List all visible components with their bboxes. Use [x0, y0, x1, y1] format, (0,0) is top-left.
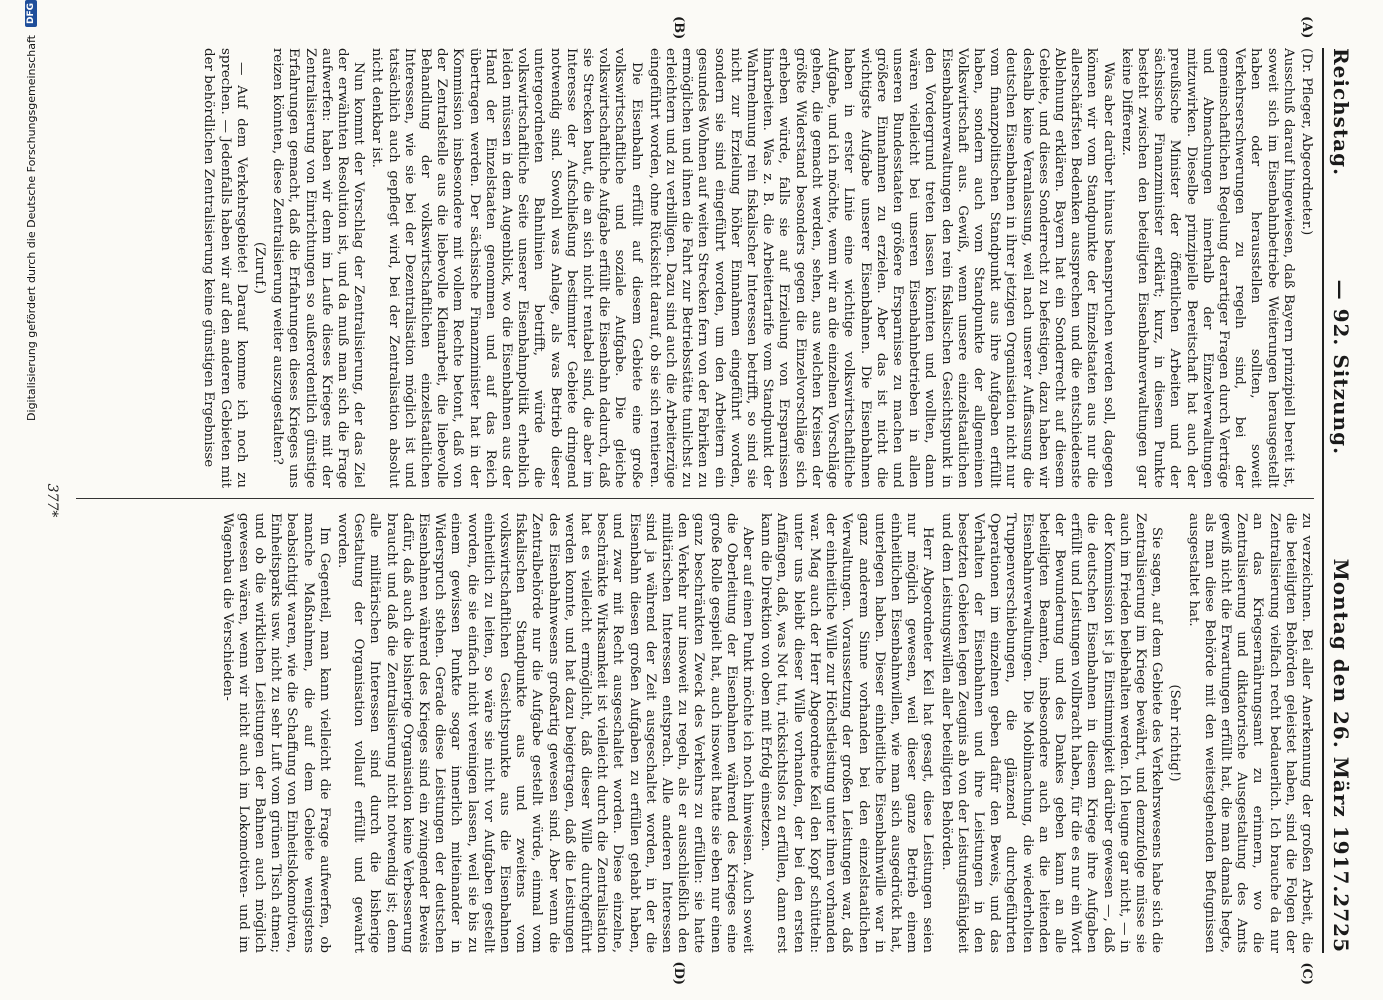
interjection: (Zuruf.) [252, 241, 267, 295]
header-session: — 92. Sitzung. [1329, 279, 1353, 456]
margin-mark-b: (B) [671, 16, 686, 40]
page-footer-number: 377* [44, 483, 60, 518]
column-divider [76, 498, 1314, 499]
margin-mark-a: (A) [1299, 16, 1314, 39]
header-date: Montag den 26. März 1917. [1329, 558, 1353, 894]
page-header [1328, 48, 1354, 953]
paragraph: Nun kommt der Vorschlag der Zentralisierung, der das Ziel der erwähnten Resolution ist, und da muß man sich die Frage aufwerfen: haben wir denn im Laufe dieses Krieges mit der Zentralisierung von Einrichtungen so außerordentlich günstige Erfahrungen gemacht, daß die Erfahrungen dieses Krieges uns reizen könnten, diese Zentralisierung weiter auszugestalten? [270, 48, 367, 488]
paragraph: Sie sagen, auf dem Gebiete des Verkehrswesens habe sich die Zentralisierung im Kriege bewährt, und demzufolge müsse sie auch im Frieden beibehalten werden. Ich leugne gar nicht, — in der Kommission ist ja Einstimmigkeit darüber gewesen —, daß die deutschen Eisenbahnen in diesem Kriege ihre Aufgaben erfüllt und Leistungen vollbracht haben, für die es nur ein Wort der Bewunderung und des Dankes geben kann an alle beteiligten Beamten, insbesondere auch an die leitenden Eisenbahnverwaltungen. Die Mobilmachung, die wiederholten Truppenverschiebungen, die glänzend durchgeführten Operationen im einzelnen geben dafür den Beweis, und das Verhalten der Eisenbahnen und ihre Leistungen in den besetzten Gebieten legen Zeugnis ab von der Leistungsfähigkeit und dem Leistungswillen aller beteiligten Behörden. [938, 513, 1165, 953]
credit-strip [4, 0, 38, 1000]
header-reichstag: Reichstag. [1329, 48, 1353, 177]
paragraph: — Auf dem Verkehrsgebiete! Darauf komme ich noch zu sprechen. — Jedenfalls haben wir auf den anderen Gebieten mit der behördlichen Zentralisierung keine günstigen Ergebnisse [201, 48, 249, 488]
credit-text: Digitalisierung gefördert durch die Deutsche Forschungsgemeinschaft [24, 35, 38, 421]
dfg-logo-icon: DFG [25, 0, 37, 27]
credit-line [22, 0, 40, 990]
paragraph: zu verzeichnen. Bei aller Anerkennung der großen Arbeit, die die beteiligten Behörden geleistet haben, sind die Folgen der Zentralisierung vielfach recht bedauerlich. Ich brauche da nur an das Kriegsernährungsamt zu erinnern, wo die Zentralisierung und diktatorische Ausgestaltung des Amts gewiß nicht die Erwartungen erfüllt hat, die man damals hegte, als man diese Behörde mit den weitestgehenden Befugnissen ausgestaltet hat. [1185, 513, 1314, 953]
header-rule [1322, 48, 1324, 953]
paragraph: Aber auf einen Punkt möchte ich noch hinweisen. Auch soweit die Oberleitung der Eisenbahnen während des Krieges eine große Rolle gespielt hat, auch insoweit hatte sie eben nur einen ganz beschränkten Zweck des Verkehrs zu erfüllen: sie hatte den Verkehr nur insoweit zu regeln, als er ausschließlich den militärischen Interessen entsprach. Alle anderen Interessen sind ja während der Zeit ausgeschaltet worden, in der die Eisenbahn diesen großen Aufgaben zu erfüllen gehabt haben, und zwar mit Recht ausgeschaltet worden. Diese einzelne, beschränkte Wirksamkeit ist vielleicht durch die Zentralisation hat es vielleicht ermöglicht, daß dieser Wille durchgeführt werden konnte, und hat dazu beigetragen, daß die Leistungen des Eisenbahnwesens großartig gewesen sind. Aber wenn die Zentralbehörde nur die Aufgabe gestellt würde, einmal vom fiskalischen Standpunkte aus und zweitens vom volkswirtschaftlichen Gesichtspunkte aus die Eisenbahnen einheitlich zu leiten, so wäre sie nicht vor Aufgaben gestellt worden, die sie einfach nicht vereinigen lassen, weil sie bis zu einem gewissen Punkte sogar innerlich miteinander in Widerspruch stehen. Gerade diese Leistungen der deutschen Eisenbahnen während des Krieges sind ein zwingender Beweis dafür, daß auch die bisherige Organisation keine Verbesserung braucht und daß die Zentralisierung nicht notwendig ist; denn alle militärischen Interessen sind durch die bisherige Gestaltung der Organisation vollauf erfüllt und gewahrt worden. [335, 513, 756, 953]
page-sheet [36, 8, 1366, 993]
interjection: (Sehr richtig!) [1167, 684, 1183, 782]
paragraph: Ausschuß darauf hingewiesen, daß Bayern prinzipiell bereit ist, soweit sich im Eisenbahnbetriebe Weiterungen herausgestellt haben oder herausstellen sollten, soweit Verkehrserschwerungen zu regeln sind, bei der gemeinschaftlichen Regelung derartiger Fragen durch Verträge und Abmachungen innerhalb der Einzelverwaltungen mitzuwirken. Dieselbe prinzipielle Bereitschaft hat auch der preußische Minister der öffentlichen Arbeiten und der sächsische Finanzminister erklärt; kurz, in diesem Punkte besteht zwischen den beteiligten Eisenbahnverwaltungen gar keine Differenz. [1118, 48, 1296, 488]
margin-mark-d: (D) [671, 961, 686, 985]
paragraph: Was aber darüber hinaus beanspruchen werden soll, dagegen können wir vom Standpunkte der Einzelstaaten aus nur die allerschärfsten Bedenken aussprechen und die entschiedenste Ablehnung erklären. Bayern hat ein Sonderrecht auf diesem Gebiete, und dieses Sonderrecht zu befestigen, dazu haben wir deshalb keine Veranlassung, weil nach unserer Auffassung die deutschen Eisenbahnen in ihrer jetzigen Organisation nicht nur vom finanzpolitischen Standpunkt aus ihre Aufgaben erfüllt haben, sondern auch vom Standpunkte der allgemeinen Volkswirtschaft aus. Gewiß, wenn unsere einzelstaatlichen Eisenbahnverwaltungen den rein fiskalischen Gesichtspunkt in den Vordergrund treten lassen könnten und wollten, dann wären vielleicht bei unseren Eisenbahnbetrieben in allen unseren Bundesstaaten größere Ersparnisse zu machen und größere Einnahmen zu erzielen. Aber das ist nicht die wichtigste Aufgabe unserer Eisenbahnen. Die Eisenbahnen haben in erster Linie eine wichtige volkswirtschaftliche Aufgabe, und ich möchte, wenn wir an die einzelnen Vorschläge gehen, die gemacht werden, sehen, aus welchen Kreisen der größte Widerstand besonders gegen die Einzelvorschläge sich erheben würde, falls sie auf Erzielung von Ersparnissen hinarbeiten. Was z. B. die Arbeitertarife vom Standpunkt der Wahrnehmung rein fiskalischer Interessen betrifft, so sind sie nicht zur Erzielung höher Einnahmen eingeführt worden, sondern sie sind eingeführt worden, um den Arbeitern ein gesundes Wohnen auf weiten Strecken fern von der Fabriken zu ermöglichen und ihnen die Fahrt zur Betriebsstätte tunlichst zu erleichtern und zu verbilligen. Dazu sind auch die Arbeiterzüge eingeführt worden, ohne Rücksicht darauf, ob sie sich rentieren. [646, 48, 1116, 488]
left-column [72, 48, 1314, 488]
speaker-label: (Dr. Pfleger, Abgeordneter.) [1299, 48, 1314, 236]
rotated-page [36, 8, 1366, 993]
page-number: 2725 [1329, 893, 1353, 953]
right-column [72, 513, 1314, 953]
paragraph: Herr Abgeordneter Keil hat gesagt, diese Leistungen seien nur möglich gewesen, weil dieser ganze Betrieb einem einheitlichen Eisenbahnwillen, wie man sich ausgedrückt hat, unterlegen haben. Dieser einheitliche Eisenbahnwille war in ganz anderem Sinne vorhanden bei den einzelstaatlichen Verwaltungen. Voraussetzung der großen Leistungen war, daß der einheitliche Wille zur Höchstleistung unter ihnen vorhanden war. Mag auch der Herr Abgeordnete Keil den Kopf schütteln: unter uns bleibt dieser Wille vorhanden, der bei den ersten Anfängen, daß, was Not tut, rücksichtslos zu erfüllen, dann erst kann die Direktion von oben mit Erfolg einsetzen. [758, 513, 936, 953]
margin-mark-c: (C) [1299, 962, 1314, 985]
paragraph: Im Gegenteil, man kann vielleicht die Frage aufwerfen, ob manche Maßnahmen, die auf dem Gebiete wenigstens beabsichtigt waren, wie die Schaffung von Einheitslokomotiven, Einheitsparks usw. nicht zu sehr Luft vom grünen Tisch atmen; und ob die wirklichen Leistungen der Bahnen auch möglich gewesen wären, wenn wir nicht auch im Lokomotiven- und im Wagenbau die Verschieden- [219, 513, 332, 953]
paragraph: Die Eisenbahn erfüllt auf diesem Gebiete eine große volkswirtschaftliche und soziale Aufgabe. Die gleiche volkswirtschaftliche Aufgabe erfüllt die Eisenbahn dadurch, daß sie Strecken baut, die an sich nicht rentabel sind, die aber im Interesse der Aufschließung bestimmter Gebiete dringend notwendig sind. Sowohl was Anlage, als was Betrieb dieser untergeordneten Bahnlinien betrifft, würde die volkswirtschaftliche Seite unserer Eisenbahnpolitik erheblich leiden müssen in dem Augenblick, wo die Eisenbahnen aus der Hand der Einzelstaaten genommen und auf das Reich übertragen werden. Der sächsische Finanzminister hat in der Kommission insbesondere mit vollem Rechte betont, daß von der Zentralstelle aus die liebevolle Kleinarbeit, die liebevolle Behandlung der volkswirtschaftlichen einzelstaatlichen Interessen, wie sie bei der Dezentralisation möglich ist und tatsächlich auch gepflegt wird, bei der Zentralisation absolut nicht denkbar ist. [369, 48, 644, 488]
